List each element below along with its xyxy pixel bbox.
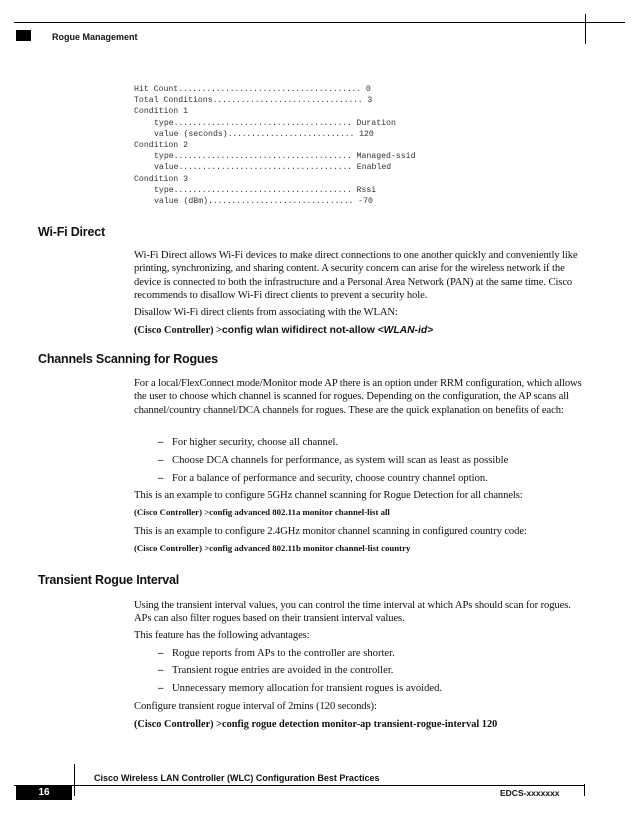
list-item: – Rogue reports from APs to the controller are shorter.: [158, 648, 395, 659]
code-line-label: value (seconds): [154, 129, 228, 139]
condition-title: Condition 3: [134, 174, 189, 184]
code-line-dots: ......................................: [173, 185, 352, 195]
code-line-value: 0: [365, 85, 371, 94]
transient-configure-text: Configure transient rogue interval of 2mins (120 seconds):: [134, 701, 377, 712]
code-line-value: 120: [359, 129, 374, 139]
command-prompt: (Cisco Controller) >: [134, 325, 223, 336]
channels-paragraph: For a local/FlexConnect mode/Monitor mode AP there is an option under RRM configuration, which allows the user to choose which channel is scanned for rogues. Depending on the configuration, the AP scans all channel/country channel/DCA channels for rogues. These are the quick explanation on benefits of each:: [134, 378, 582, 416]
wifi-direct-paragraph: Wi-Fi Direct allows Wi-Fi devices to make direct connections to one another quickly and conveniently like printing, synchronizing, and sharing content. A security concern can arise for the wireless network if the device is connected to both the infrastructure and a Personal Area Network (PAN) at the same time. Cisco recommends to disallow Wi-Fi direct clients to prevent a security hole.: [134, 250, 578, 302]
list-item: – For higher security, choose all channel.: [158, 437, 339, 448]
channels-command-5ghz: (Cisco Controller) >config advanced 802.11a monitor channel-list all: [134, 507, 390, 517]
header-divider: [585, 14, 586, 44]
wifi-direct-disallow-text: Disallow Wi-Fi direct clients from associating with the WLAN:: [134, 307, 398, 318]
rogue-rule-output: [134, 84, 416, 207]
code-line-value: Enabled: [356, 163, 392, 173]
code-line-dots: ...............................: [208, 197, 354, 207]
code-line-label: value: [154, 163, 179, 173]
code-line-value: Managed-ssid: [356, 152, 416, 162]
footer-rule: [14, 785, 584, 786]
code-line-label: type: [154, 185, 174, 195]
header-rule: [14, 22, 625, 23]
footer-end-divider: [584, 784, 585, 796]
command-text: config wlan wifidirect not-allow: [222, 325, 378, 336]
transient-command: (Cisco Controller) >config rogue detection monitor-ap transient-rogue-interval 120: [134, 719, 498, 730]
condition-title: Condition 1: [134, 107, 189, 117]
command-argument: <WLAN-id>: [377, 325, 434, 336]
code-line-dots: ......................................: [173, 152, 352, 162]
code-line-dots: ................................: [212, 96, 363, 106]
channels-example-5ghz: This is an example to configure 5GHz channel scanning for Rogue Detection for all channels:: [134, 490, 523, 501]
transient-advantages-intro: This feature has the following advantages:: [134, 630, 310, 641]
channels-example-24ghz: This is an example to configure 2.4GHz monitor channel scanning in configured country code:: [134, 526, 527, 537]
code-line-dots: ......................................: [173, 118, 352, 128]
transient-heading: Transient Rogue Interval: [38, 573, 180, 587]
code-line-value: Rssi: [356, 185, 377, 195]
code-line-value: 3: [367, 96, 373, 106]
code-line-dots: .......................................: [178, 85, 361, 94]
code-line-value: -70: [358, 197, 373, 207]
code-line-dots: .....................................: [178, 163, 352, 173]
code-line-label: type: [154, 152, 174, 162]
code-line-label: value (dBm): [154, 197, 209, 207]
document-id: EDCS-xxxxxxx: [500, 788, 560, 798]
list-item: – Choose DCA channels for performance, as system will scan as least as possible: [158, 455, 509, 466]
code-line-value: Duration: [356, 118, 396, 128]
code-line-label: Hit Count: [134, 85, 179, 94]
chapter-title: Rogue Management: [52, 32, 138, 42]
list-item: – Unnecessary memory allocation for transient rogues is avoided.: [158, 683, 443, 694]
code-line-dots: ...........................: [227, 129, 355, 139]
footer-book-title: Cisco Wireless LAN Controller (WLC) Configuration Best Practices: [94, 773, 380, 783]
header-marker: [16, 30, 31, 41]
code-line-label: Total Conditions: [134, 96, 213, 106]
condition-title: Condition 2: [134, 141, 189, 151]
wifi-direct-heading: Wi-Fi Direct: [38, 225, 105, 239]
list-item: – Transient rogue entries are avoided in the controller.: [158, 665, 394, 676]
channels-heading: Channels Scanning for Rogues: [38, 352, 218, 366]
channels-command-24ghz: (Cisco Controller) >config advanced 802.11b monitor channel-list country: [134, 543, 411, 553]
wifi-direct-command: [134, 324, 433, 337]
page-number: 16: [16, 786, 72, 800]
list-item: – For a balance of performance and security, choose country channel option.: [158, 473, 488, 484]
footer-divider: [74, 764, 75, 796]
code-line-label: type: [154, 118, 174, 128]
transient-paragraph: Using the transient interval values, you can control the time interval at which APs should scan for rogues. APs can also filter rogues based on their transient interval values.: [134, 600, 571, 625]
